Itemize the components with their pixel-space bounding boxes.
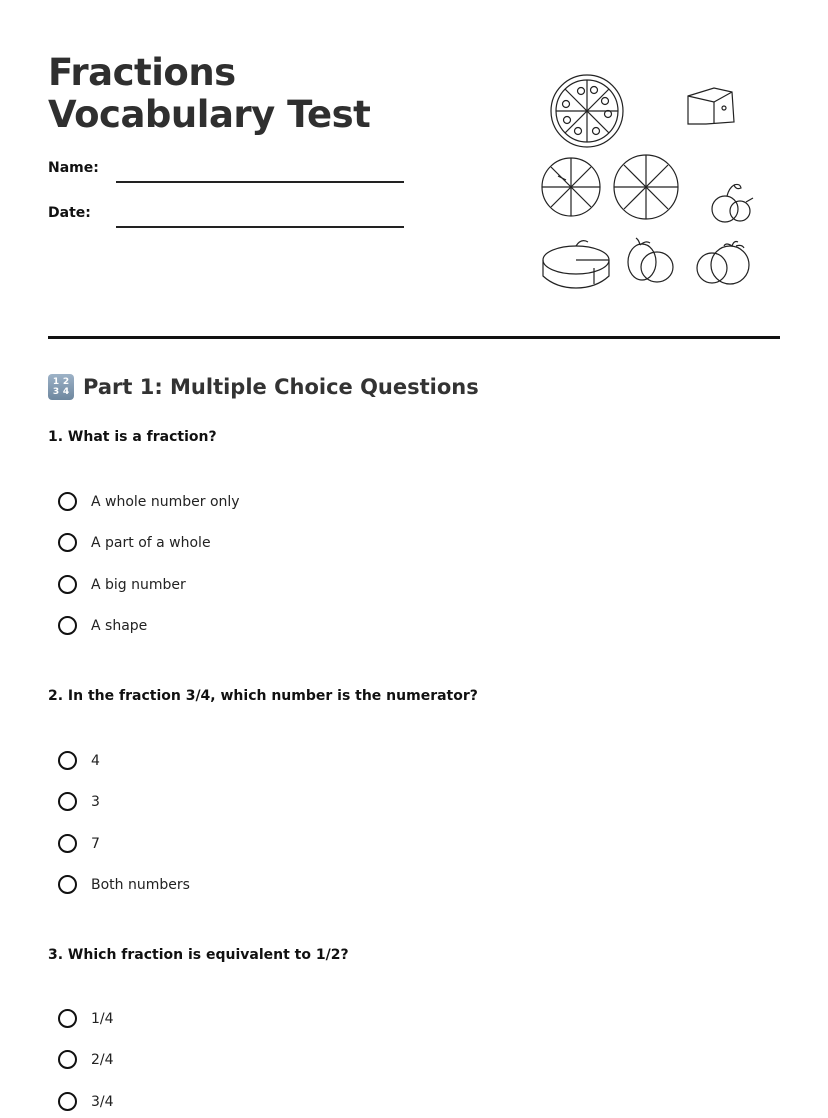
apples-icon [712, 184, 753, 222]
radio-button[interactable] [58, 492, 77, 511]
radio-button[interactable] [58, 1050, 77, 1069]
q2-option-4[interactable] [58, 875, 190, 894]
option-label: A whole number only [91, 493, 240, 510]
section-divider [48, 336, 780, 339]
radio-button[interactable] [58, 834, 77, 853]
date-label: Date: [48, 205, 91, 221]
q2-option-2[interactable] [58, 792, 100, 811]
radio-button[interactable] [58, 1092, 77, 1111]
option-label: 7 [91, 835, 100, 852]
q3-option-3[interactable] [58, 1092, 114, 1111]
option-label: Both numbers [91, 876, 190, 893]
apples-icon [697, 242, 749, 285]
radio-button[interactable] [58, 533, 77, 552]
pie-icon [542, 158, 600, 216]
input-numbers-icon: 1 2 3 4 [48, 374, 74, 400]
option-label: 3 [91, 793, 100, 810]
radio-button[interactable] [58, 792, 77, 811]
q1-option-2[interactable] [58, 533, 211, 552]
radio-button[interactable] [58, 875, 77, 894]
option-label: 3/4 [91, 1093, 114, 1110]
apples-icon [628, 238, 673, 282]
name-field[interactable] [116, 181, 404, 183]
q1-option-3[interactable] [58, 575, 186, 594]
part1-heading [48, 374, 479, 400]
q3-option-1[interactable] [58, 1009, 114, 1028]
option-label: 1/4 [91, 1010, 114, 1027]
q1-option-4[interactable] [58, 616, 147, 635]
part1-title: Part 1: Multiple Choice Questions [83, 375, 479, 399]
question-2: 2. In the fraction 3/4, which number is the numerator? [48, 688, 478, 704]
radio-button[interactable] [58, 1009, 77, 1028]
option-label: A big number [91, 576, 186, 593]
question-1: 1. What is a fraction? [48, 429, 217, 445]
pizza-icon [551, 75, 623, 147]
cheese-wedge-icon [688, 88, 734, 124]
name-label: Name: [48, 160, 99, 176]
cheese-wheel-icon [543, 241, 609, 288]
option-label: 4 [91, 752, 100, 769]
radio-button[interactable] [58, 751, 77, 770]
option-label: A part of a whole [91, 534, 211, 551]
q1-option-1[interactable] [58, 492, 240, 511]
option-label: A shape [91, 617, 148, 634]
radio-button[interactable] [58, 616, 77, 635]
radio-button[interactable] [58, 575, 77, 594]
question-3: 3. Which fraction is equivalent to 1/2? [48, 947, 349, 963]
q3-option-2[interactable] [58, 1050, 114, 1069]
q2-option-1[interactable] [58, 751, 100, 770]
date-field[interactable] [116, 226, 404, 228]
pie-icon [614, 155, 678, 219]
page-title: Fractions Vocabulary Test [48, 51, 371, 136]
option-label: 2/4 [91, 1051, 114, 1068]
q2-option-3[interactable] [58, 834, 100, 853]
fraction-foods-illustration [536, 70, 766, 294]
